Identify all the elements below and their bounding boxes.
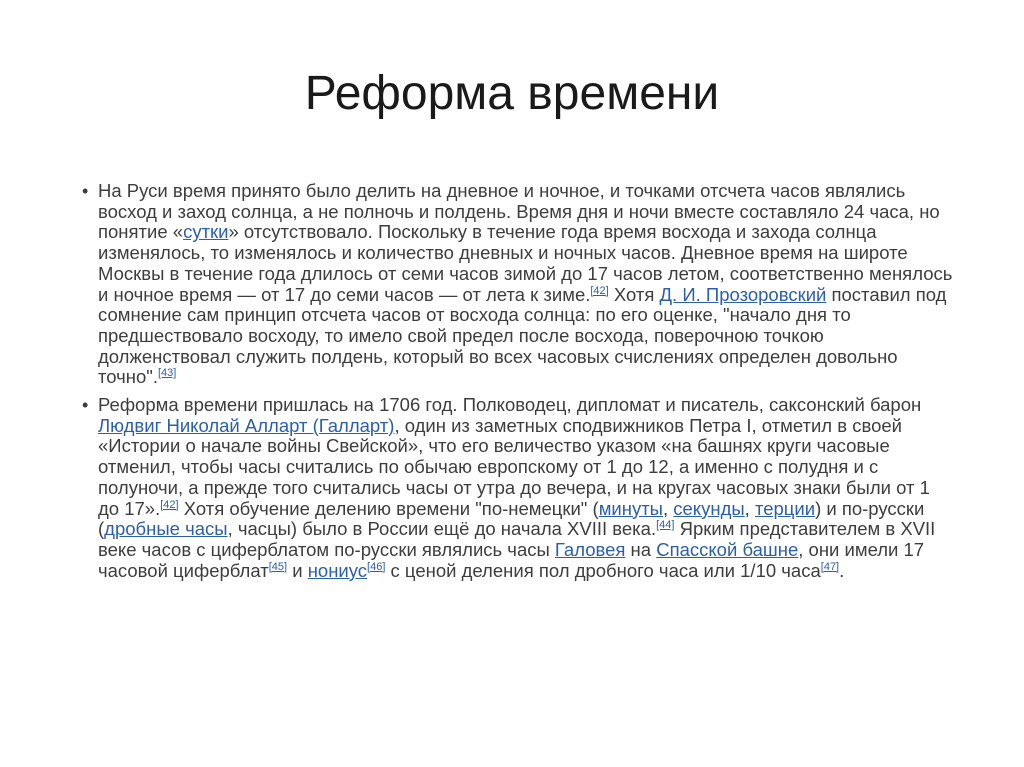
text-run: На Руси время принято было делить на дневное и ночное, и точками отсчета часов являлись восход и заход солнца, а не полночь и полдень. Время дня и ночи вместе составляло 24 часа, но понятие « xyxy=(98,180,940,243)
footnote-ref-45[interactable]: [45] xyxy=(268,560,288,573)
text-run: и xyxy=(287,559,308,581)
text-run: Хотя xyxy=(608,283,660,305)
text-run: . xyxy=(839,559,845,581)
text-run: » отсутствовало. Поскольку в течение года время восхода и захода солнца изменялось, то изменялось и количество дневных и ночных часов. Дневное время на широте Москвы в течение года длилось от семи часов зимой до 17 часов летом, соответственно менялось и ночное время — от 17 до семи часов — от лета к зиме. xyxy=(98,221,953,305)
footnote-ref-47[interactable]: [47] xyxy=(820,560,840,573)
text-run: с ценой деления пол дробного часа или 1/10 часа xyxy=(385,559,821,581)
slide-title: Реформа времени xyxy=(304,67,720,120)
text-run: , xyxy=(744,497,755,519)
link-allart[interactable]: Людвиг Николай Алларт (Галларт) xyxy=(98,414,395,436)
bullet-text xyxy=(98,395,954,581)
text-run: , один из заметных сподвижников Петра I, отметил в своей «Истории о начале войны Свейской», что его величество указом «на башнях круги часовые отменил, чтобы часы считались по обычаю европскому от 1 до 12, а именно с полудня и с полуночи, а прежде того считались часы от утра до вечера, и на кругах часовых знаки были от 1 до 17». xyxy=(98,414,930,519)
text-run: , они имели 17 часовой циферблат xyxy=(98,538,925,581)
link-spasskaya-bashnya[interactable]: Спасской башне xyxy=(656,538,799,560)
text-run: , xyxy=(662,497,674,519)
bullet-text xyxy=(98,181,954,388)
link-galovey[interactable]: Галовея xyxy=(554,538,626,560)
link-minuty[interactable]: минуты xyxy=(598,497,663,519)
bullet-marker: • xyxy=(82,181,89,201)
text-run: Ярким представителем в XVII веке часов с циферблатом по-русски являлись часы xyxy=(98,518,936,560)
footnote-ref-42[interactable]: [42] xyxy=(590,284,609,297)
link-nonius[interactable]: нониус xyxy=(307,559,368,581)
link-sutki[interactable]: сутки xyxy=(183,221,229,243)
text-run: Хотя обучение делению времени "по-немецки" ( xyxy=(178,497,599,519)
bullet-list xyxy=(84,181,954,581)
text-run: на xyxy=(625,538,657,560)
text-run: ) и по-русски ( xyxy=(98,497,925,540)
bullet-item-2 xyxy=(84,395,954,581)
text-run: Реформа времени пришлась на 1706 год. Полководец, дипломат и писатель, саксонский барон xyxy=(98,394,922,416)
footnote-ref-46[interactable]: [46] xyxy=(367,560,386,573)
bullet-marker: • xyxy=(82,395,89,416)
footnote-ref-44[interactable]: [44] xyxy=(656,519,675,532)
footnote-ref-43[interactable]: [43] xyxy=(158,367,177,380)
link-tertsii[interactable]: терции xyxy=(754,497,816,519)
text-run: , часцы) было в России ещё до начала XVIII века. xyxy=(227,518,657,540)
link-drobnye-chasy[interactable]: дробные часы xyxy=(104,518,228,540)
link-prozorovsky[interactable]: Д. И. Прозоровский xyxy=(659,283,827,305)
footnote-ref-42[interactable]: [42] xyxy=(160,498,179,511)
link-sekundy[interactable]: секунды xyxy=(673,497,745,519)
bullet-item-1 xyxy=(84,181,954,388)
text-run: поставил под сомнение сам принцип отсчета часов от восхода солнца: по его оценке, "начало дня то предшествовало восходу, то имело свой предел после восхода, поверочною точкою долженствовал служить полдень, который во всех часовых счислениях определен довольно точно". xyxy=(98,283,947,388)
